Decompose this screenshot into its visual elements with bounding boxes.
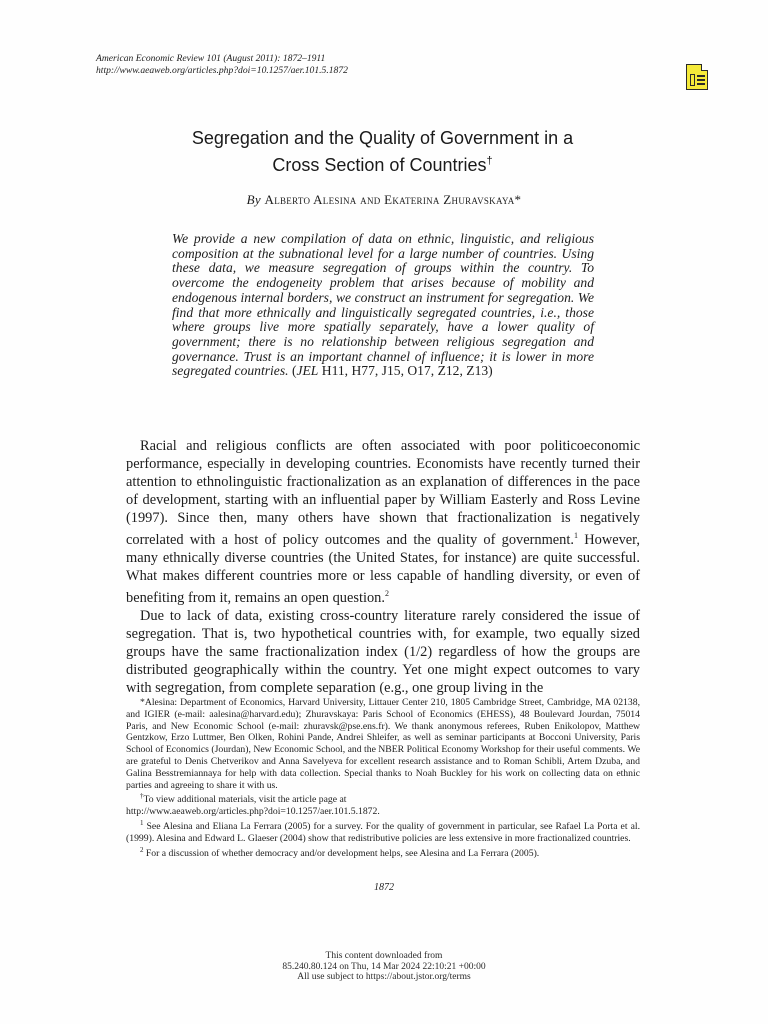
title-dagger[interactable]: † — [486, 155, 493, 167]
byline-by: By — [246, 192, 261, 207]
footnote-dagger-url[interactable]: http://www.aeaweb.org/articles.php?doi=10.1257/aer.101.5.1872. — [126, 806, 380, 818]
footnotes — [126, 697, 640, 860]
download-notice — [0, 951, 768, 983]
footnote-author: *Alesina: Department of Economics, Harvard University, Littauer Center 210, 1805 Cambridge Street, Cambridge, MA 02138, and IGIER (e-mail: aalesina@harvard.edu); Zhuravskaya: Paris School of Economics (EHESS), 48 Boulevard Jourdan, 75014 Paris, and New Economic School (e-mail: zhuravsk@pse.ens.fr). We thank anonymous referees, Ruben Enikolopov, Matthew Gentzkow, Erzo Luttmer, Ben Olken, Rohini Pande, Andrei Shleifer, as well as seminar participants at Bocconi University, Paris School of Economics (Jourdan), New Economic School, and the NBER Political Economy Workshop for their useful comments. We are grateful to Denis Chetverikov and Anna Savelyeva for excellent research assistance and to Roman Schibli, Artem Dzuba, and Galina Besstremiannaya for help with data collection. Special thanks to Noah Buckley for his work on collecting data on ethnic parties and agreeing to share it with us. — [126, 697, 640, 791]
paragraph-2: Due to lack of data, existing cross-country literature rarely considered the issue of segregation. That is, two hypothetical countries with, for example, two equally sized groups have the same fractionalization index (1/2) regardless of how the groups are distributed geographically within the country. Yet one might expect outcomes to vary with segregation, from complete separation (e.g., one group living in the — [126, 607, 640, 696]
jel-codes: (JEL H11, H77, J15, O17, Z12, Z13) — [291, 363, 493, 379]
title-line-2: Cross Section of Countries† — [272, 155, 493, 175]
note-icon[interactable] — [686, 64, 708, 90]
author-names: Alberto Alesina and Ekaterina Zhuravskaya — [264, 192, 515, 207]
journal-citation: American Economic Review 101 (August 2011): 1872–1911 — [96, 53, 326, 64]
author-footnote-mark[interactable]: * — [514, 192, 522, 207]
footnote-2: $^2$ For a discussion of whether democracy and/or development helps, see Alesina and La Ferrara (2005). — [140, 846, 540, 860]
paragraph-1: Racial and religious conflicts are often associated with poor politicoeconomic performance, especially in developing countries. Economists have recently turned their attention to ethnolinguistic fractionalization as an explanation of differences in the pace of development, starting with an influential paper by William Easterly and Ross Levine (1997). Since then, many others have shown that fractionalization is negatively correlated with a host of policy outcomes and the quality of government.$^1$ However, many ethnically diverse countries (the United States, for instance) are quite successful. What makes different countries more or less capable of handling diversity, or even of benefiting from it, remains an open question.$^2$ — [126, 438, 640, 606]
title-line-1: Segregation and the Quality of Government in a — [191, 128, 574, 148]
footnote-1: $^1$ See Alesina and Eliana La Ferrara (2005) for a survey. For the quality of government in particular, see Rafael La Porta et al. (1999). Alesina and Edward L. Glaeser (2004) show that redistributive policies are less extensive in more fractionalized countries. — [126, 819, 640, 845]
download-terms[interactable]: All use subject to https://about.jstor.org/terms — [297, 972, 471, 982]
download-line-1: This content downloaded from — [325, 951, 443, 961]
article-url[interactable]: http://www.aeaweb.org/articles.php?doi=10.1257/aer.101.5.1872 — [96, 65, 348, 76]
author-byline — [0, 192, 768, 208]
abstract-text: We provide a new compilation of data on ethnic, linguistic, and religious composition at the subnational level for a large number of countries. Using these data, we measure segregation of groups within the country. To overcome the endogeneity problem that arises because of mobility and endogenous internal borders, we construct an instrument for segregation. We find that more ethnically and linguistically segregated countries, i.e., those where groups live more spatially separately, have a lower quality of government; there is no relationship between religious segregation and governance. Trust is an important channel of influence; it is lower in more segregated countries. — [172, 231, 594, 379]
abstract — [172, 232, 594, 379]
journal-header — [96, 53, 348, 77]
footnote-ref-1[interactable]: 1 — [573, 531, 578, 540]
download-line-2: 85.240.80.124 on Thu, 14 Mar 2024 22:10:21 +00:00 — [282, 961, 486, 972]
article-title — [100, 127, 665, 177]
body-text — [126, 437, 640, 697]
footnote-dagger: †To view additional materials, visit the article page at — [140, 792, 347, 806]
page-number: 1872 — [374, 882, 394, 893]
footnote-ref-2[interactable]: 2 — [384, 588, 389, 598]
